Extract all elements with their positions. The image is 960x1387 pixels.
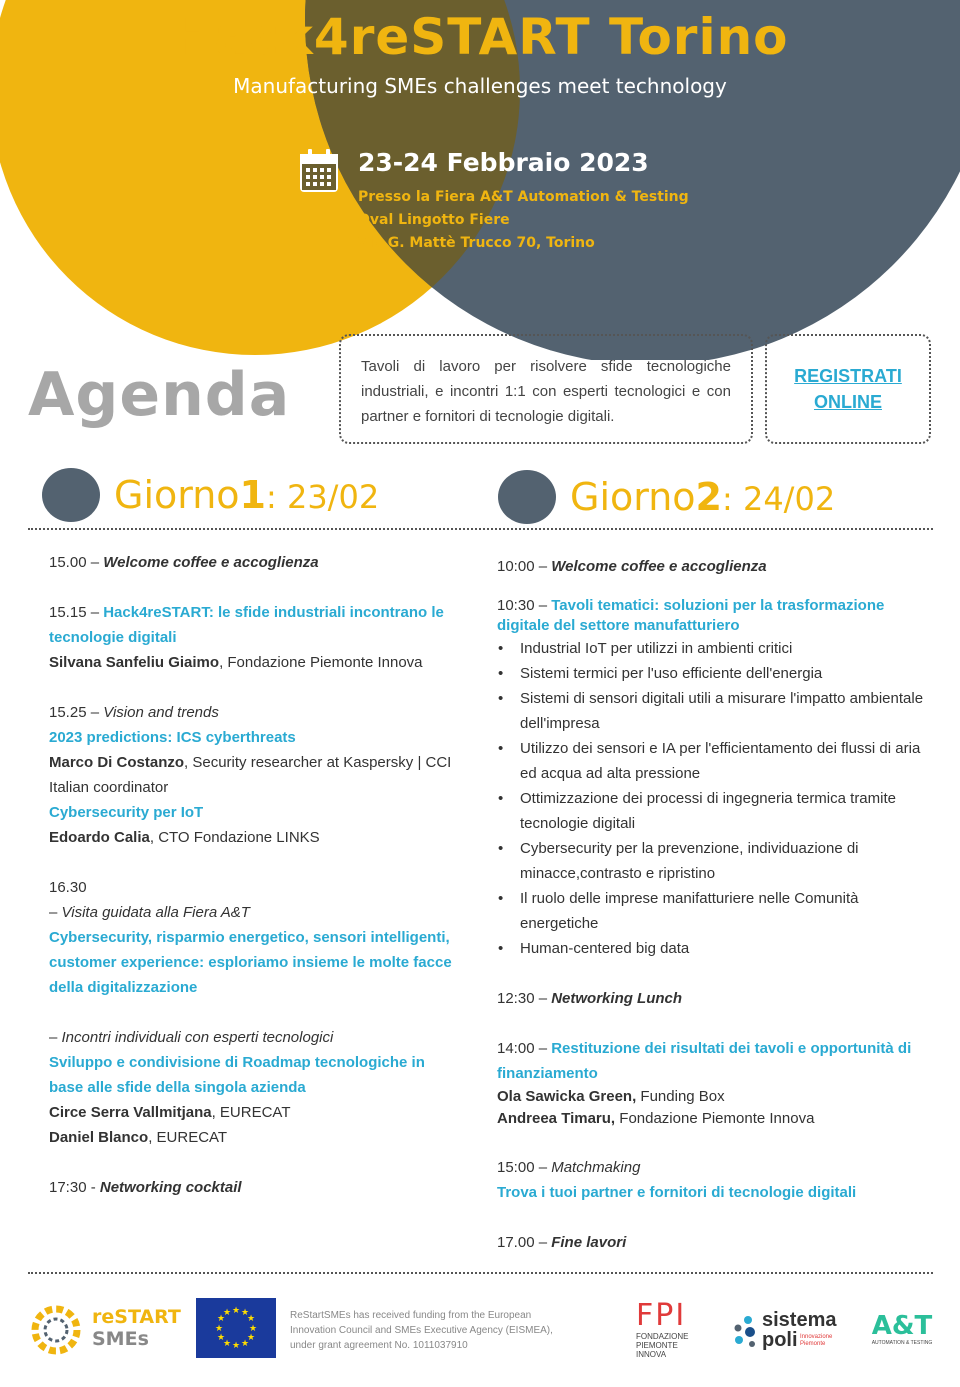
venue-line: Via G. Mattè Trucco 70, Torino [358, 235, 595, 251]
day1-bullet-icon [42, 468, 100, 522]
event-title: Hack4reSTART Torino [171, 8, 789, 66]
schedule-item: 12:30 – Networking Lunch [497, 990, 683, 1007]
schedule-item: 16.30 – Visita guidata alla Fiera A&T Cybersecurity, risparmio energetico, sensori intelligenti, customer experience: esploriamo insieme le molte facce della digitalizzazione [49, 879, 452, 996]
eu-flag-icon [196, 1298, 276, 1358]
gear-icon [26, 1298, 86, 1362]
venue-info [358, 186, 689, 255]
list-item: • Human-centered big data [497, 936, 929, 961]
day2-bullet-icon [498, 470, 556, 524]
event-date: 23-24 Febbraio 2023 [358, 148, 649, 177]
smes-logo-text: SMEs [92, 1328, 149, 1350]
venue-line: Oval Lingotto Fiere [358, 212, 510, 228]
schedule-item: – Incontri individuali con esperti tecnologici Sviluppo e condivisione di Roadmap tecnologiche in base alle sfide della singola azienda Circe Serra Vallmitjana, EURECAT Daniel Blanco, EURECAT [49, 1029, 425, 1146]
at-logo [866, 1312, 938, 1352]
schedule-item: 10:00 – Welcome coffee e accoglienza [497, 558, 767, 575]
svg-text:★: ★ [246, 1314, 256, 1324]
topics-list [497, 636, 929, 961]
svg-text:★: ★ [231, 1306, 241, 1316]
svg-text:★: ★ [240, 1308, 250, 1318]
schedule-item: 15:00 – Matchmaking Trova i tuoi partner e fornitori di tecnologie digitali [497, 1159, 857, 1201]
list-item: • Sistemi termici per l'uso efficiente dell'energia [497, 661, 929, 686]
day2-title: Giorno2: 24/02 [570, 475, 836, 519]
schedule-item: 15.25 – Vision and trends 2023 predictions: ICS cyberthreats Marco Di Costanzo, Security researcher at Kaspersky | CCI Italian coordinator Cybersecurity per IoT Edoardo Calia, CTO Fondazione LINKS [49, 704, 452, 846]
list-item: • Sistemi di sensori digitali utili a misurare l'impatto ambientale dell'impresa [497, 686, 929, 736]
register-line1: REGISTRATI [794, 366, 902, 386]
svg-text:★: ★ [231, 1341, 241, 1351]
list-item: • Industrial IoT per utilizzi in ambienti critici [497, 636, 929, 661]
divider-bottom [28, 1272, 933, 1274]
divider-top [28, 528, 933, 530]
svg-text:★: ★ [216, 1333, 226, 1343]
agenda-heading: Agenda [28, 360, 291, 430]
register-line2: ONLINE [813, 392, 882, 412]
register-box [765, 334, 931, 444]
svg-text:★: ★ [240, 1339, 250, 1349]
funding-disclaimer: ReStartSMEs has received funding from the European Innovation Council and SMEs Executive Agency (EISMEA), under grant agreement No. 1011037910 [290, 1310, 553, 1351]
schedule-item: 14:00 – Restituzione dei risultati dei tavoli e opportunità di finanziamento Ola Sawicka Green, Funding Box Andreea Timaru, Fondazione Piemonte Innova [497, 1040, 912, 1127]
schedule-item: 10:30 – Tavoli tematici: soluzioni per la trasformazione digitale del settore manufatturiero • Industrial IoT per utilizzi in ambienti critici • Sistemi termici per l'uso efficiente dell'energia • Sistemi di sensori digitali utili a misurare l'impatto ambientale dell'impresa • Utilizzo dei sensori e IA per l'efficientamento dei flussi di aria ed acqua ad alta pressione • Ottimizzazione dei processi di ingegneria termica tramite tecnologie digitali • Cybersecurity per la prevenzione, individuazione di minacce,contrasto e ripristino • Il ruolo delle imprese manifatturiere nelle Comunità energetiche • Human-centered big data [497, 596, 929, 961]
fpi-mark: FPI [636, 1298, 687, 1333]
list-item: • Cybersecurity per la prevenzione, individuazione di minacce,contrasto e ripristino [497, 836, 929, 886]
poli-text: poli [762, 1329, 798, 1351]
day2-header [498, 470, 835, 524]
dots-icon [730, 1312, 760, 1350]
schedule-item: 15.15 – Hack4reSTART: le sfide industriali incontrano le tecnologie digitali Silvana Sanfeliu Giaimo, Fondazione Piemonte Innova [49, 604, 444, 671]
schedule-item: 17:30 - Networking cocktail [49, 1179, 242, 1196]
sistema-text: sistema [762, 1309, 837, 1331]
sistema-poli-logo [730, 1310, 848, 1354]
list-item: • Utilizzo dei sensori e IA per l'efficientamento dei flussi di aria ed acqua ad alta pressione [497, 736, 929, 786]
day1-title: Giorno1: 23/02 [114, 473, 380, 517]
at-subtext: AUTOMATION & TESTING [871, 1340, 933, 1346]
fpi-logo [636, 1300, 716, 1364]
restart-logo-text: reSTART [92, 1306, 181, 1328]
svg-text:★: ★ [214, 1324, 224, 1334]
schedule-item: 17.00 – Fine lavori [497, 1234, 627, 1251]
description-box [339, 334, 753, 444]
list-item: • Ottimizzazione dei processi di ingegneria termica tramite tecnologie digitali [497, 786, 929, 836]
svg-text:★: ★ [222, 1339, 232, 1349]
svg-text:★: ★ [216, 1314, 226, 1324]
register-online-link[interactable] [794, 363, 902, 415]
svg-text:★: ★ [246, 1333, 256, 1343]
poli-subtext: Innovazione Piemonte [800, 1334, 833, 1347]
day1-header [42, 468, 379, 522]
list-item: • Il ruolo delle imprese manifatturiere nelle Comunità energetiche [497, 886, 929, 936]
day1-schedule [49, 550, 459, 1225]
venue-line: Presso la Fiera A&T Automation & Testing [358, 189, 689, 205]
svg-text:★: ★ [222, 1308, 232, 1318]
calendar-icon [298, 148, 340, 194]
at-mark: A&T [871, 1311, 933, 1341]
day2-schedule [497, 554, 929, 1280]
fpi-text: FONDAZIONE PIEMONTE INNOVA [636, 1332, 689, 1359]
restart-smes-logo [26, 1298, 181, 1362]
description-text: Tavoli di lavoro per risolvere sfide tecnologiche industriali, e incontri 1:1 con esperti tecnologici e con partner e fornitori di tecnologie digitali. [361, 358, 731, 425]
svg-text:★: ★ [248, 1324, 258, 1334]
event-subtitle: Manufacturing SMEs challenges meet technology [233, 74, 727, 98]
schedule-item: 15.00 – Welcome coffee e accoglienza [49, 554, 319, 571]
